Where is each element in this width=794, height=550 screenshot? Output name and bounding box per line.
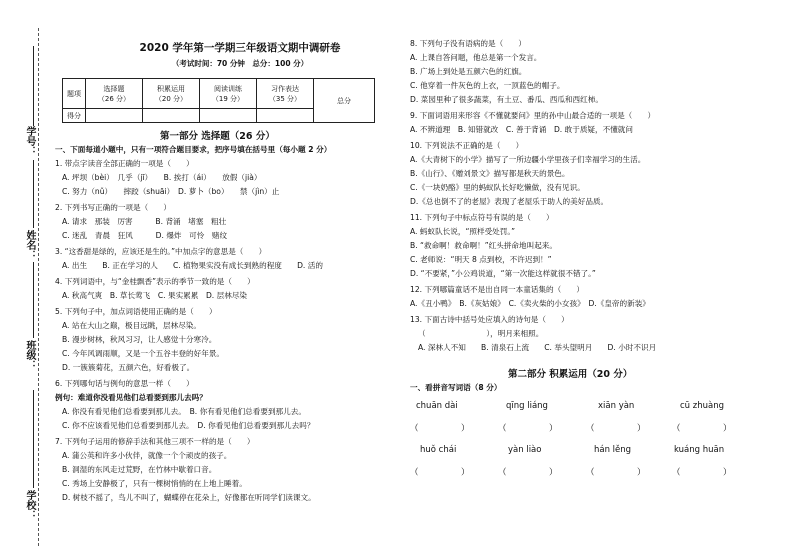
question-line: 11. 下列句子中标点符号有误的是（ ） — [410, 213, 554, 222]
question-option: B.《山行》、《赠刘景文》描写都是秋天的景色。 — [410, 169, 570, 178]
side-label-school: 学校： — [24, 490, 35, 520]
score-row-label: 得分 — [63, 109, 86, 123]
question-option: A. 出生 B. 正在学习的人 C. 植物果实没有成长到熟的程度 D. 活的 — [62, 261, 323, 270]
score-table-header: 选择题 （26 分） — [86, 79, 143, 109]
side-label-class: 班级： — [24, 340, 35, 370]
question-option: A. 请求 那装 厉害 B. 背涌 堵塞 粗壮 — [62, 217, 227, 226]
score-table-total: 总分 — [314, 79, 375, 123]
question-option: A. 上课自答问题，他总是第一个发言。 — [410, 53, 542, 62]
question-option: C. 你不应该看见他们总看要到那儿去。 D. 你看见他们总看要到那儿去吗？ — [62, 421, 315, 430]
question-option: B. 广场上到处是五颜六色的红旗。 — [410, 67, 527, 76]
question-line: 1. 带点字读音全部正确的一项是（ ） — [55, 159, 194, 168]
question-line: 7. 下列句子运用的修辞手法和其他三项不一样的是（ ） — [55, 437, 255, 446]
question-option: D. “不要紧，”小公鸡说道，“第一次能这样就很不错了。” — [410, 269, 596, 278]
question-option: D. 一簇簇菊花，五颜六色，好看极了。 — [62, 363, 195, 372]
question-line: 2. 下列书写正确的一项是（ ） — [55, 203, 171, 212]
score-cell[interactable] — [200, 109, 257, 123]
question-option: A. 站在大山之巅，极目远眺，层林尽染。 — [62, 321, 201, 330]
answer-box[interactable]: （ ） — [672, 424, 732, 434]
side-label-number: 学号： — [24, 126, 35, 156]
pinyin-prompt: hán lěng — [594, 445, 632, 455]
pinyin-prompt: chuān dài — [416, 401, 458, 411]
question-option: A. 蚂蚁队长说，“照样受处罚。” — [410, 227, 516, 236]
question-option: B. 漫步树林，秋风习习，让人感觉十分寒冷。 — [62, 335, 217, 344]
score-cell[interactable] — [143, 109, 200, 123]
score-table-header: 积累运用 （20 分） — [143, 79, 200, 109]
pinyin-instructions: 一、看拼音写词语（8 分） — [410, 383, 502, 392]
question-line: 8. 下列句子没有语病的是（ ） — [410, 39, 526, 48]
example-sentence: 例句：难道你没看见他们总看要到那儿去吗？ — [55, 393, 207, 402]
question-option: C. 他穿着一件灰色的上衣，一顶蓝色的帽子。 — [410, 81, 565, 90]
question-line: 10. 下列说法不正确的是（ ） — [410, 141, 524, 150]
question-option: B. 洞湿的东风走过荒野，在竹林中歇着口音。 — [62, 465, 217, 474]
school-field[interactable] — [33, 390, 34, 488]
question-option: A.《丑小鸭》 B.《灰姑娘》 C.《卖火柴的小女孩》 D.《皇帝的新装》 — [410, 299, 650, 308]
side-label-name: 姓名： — [24, 230, 35, 260]
question-option: A. 秋高气爽 B. 草长莺飞 C. 果实累累 D. 层林尽染 — [62, 291, 248, 300]
number-field[interactable] — [33, 46, 34, 126]
question-line: 5. 下列句子中，加点词语使用正确的是（ ） — [55, 307, 217, 316]
question-option: D.《总也倒不了的老屋》表现了老屋乐于助人的美好品质。 — [410, 197, 609, 206]
pinyin-prompt: cū zhuàng — [680, 401, 724, 411]
question-option: D. 菜园里种了很多蔬菜，有土豆、番瓜、西瓜和西红柿。 — [410, 95, 603, 104]
question-line: 6. 下列哪句话与例句的意思一样（ ） — [55, 379, 194, 388]
pinyin-prompt: yàn liào — [508, 445, 542, 455]
answer-box[interactable]: （ ） — [672, 468, 732, 478]
question-option: C. 秀场上安静极了，只有一棵树悄悄的在上地上睡着。 — [62, 479, 247, 488]
question-line: 12. 下列哪篇童话不是出自同一本童话集的（ ） — [410, 285, 584, 294]
class-field[interactable] — [33, 262, 34, 338]
question-option: C. 今年风调雨顺，又是一个五谷丰登的好年景。 — [62, 349, 225, 358]
pinyin-prompt: kuáng huān — [674, 445, 725, 455]
question-option: C. 努力（nǔ） 摔跤（shuāi） D. 萝卜（bo） 禁（jìn）止 — [62, 187, 280, 196]
question-line: 3. “这香甜是绿的，应该还是生的。”中加点字的意思是（ ） — [55, 247, 267, 256]
part2-heading: 第二部分 积累运用（20 分） — [508, 369, 633, 380]
name-field[interactable] — [33, 160, 34, 228]
binding-dashed-line — [38, 28, 39, 546]
answer-box[interactable]: （ ） — [498, 468, 558, 478]
score-cell[interactable] — [257, 109, 314, 123]
part1-heading: 第一部分 选择题（26 分） — [160, 131, 275, 142]
score-table-header: 习作表达 （35 分） — [257, 79, 314, 109]
answer-box[interactable]: （ ） — [410, 468, 470, 478]
pinyin-prompt: huǒ chái — [420, 445, 457, 455]
score-table — [62, 78, 375, 123]
question-option: A. 蒲公英和许多小伙伴，就像一个个顽皮的孩子。 — [62, 451, 232, 460]
question-option: A.《大青树下的小学》描写了一所边疆小学里孩子们幸福学习的生活。 — [410, 155, 646, 164]
question-option: A. 坪坝（bèi） 几乎（jī） B. 挨打（ái） 放假（jià） — [62, 173, 262, 182]
question-option: A. 深林人不知 B. 清泉石上流 C. 举头望明月 D. 小时不识月 — [418, 343, 657, 352]
score-table-header: 题项 — [63, 79, 86, 109]
question-option: B. “救命啊！救命啊！”红头拼命地叫起来。 — [410, 241, 557, 250]
question-line: 4. 下列词语中，与“金桂飘香”表示的季节一致的是（ ） — [55, 277, 255, 286]
exam-subtitle: （考试时间：70 分钟 总分：100 分） — [171, 59, 309, 68]
question-line: 13. 下面古诗中括号处应填入的诗句是（ ） — [410, 315, 569, 324]
question-option: C. 迷乱 青晨 狂风 D. 爆炸 可怜 赌纹 — [62, 231, 228, 240]
question-line: 9. 下面词语用来形容《不懂就要问》里的孙中山最合适的一项是（ ） — [410, 111, 656, 120]
question-option: A. 你没有看见他们总看要到那儿去。 B. 你有看见他们总看要到那儿去。 — [62, 407, 306, 416]
question-option: A. 不辨道理 B. 知错就改 C. 善于背诵 D. 敢于质疑，不懂就问 — [410, 125, 633, 134]
answer-box[interactable]: （ ） — [410, 424, 470, 434]
exam-title: 2020 学年第一学期三年级语文期中调研卷 — [139, 42, 341, 54]
question-option: C. 老师说：“明天 8 点到校，不许迟到！” — [410, 255, 552, 264]
answer-box[interactable]: （ ） — [498, 424, 558, 434]
part1-instructions: 一、下面每道小题中，只有一项符合题目要求，把序号填在括号里（每小题 2 分） — [55, 145, 332, 154]
answer-box[interactable]: （ ） — [586, 468, 646, 478]
question-option: C.《一块奶酪》里的蚂蚁队长好吃懒做，没有见识。 — [410, 183, 585, 192]
pinyin-prompt: qīng liáng — [506, 401, 548, 411]
question-option: D. 树枝不摇了，鸟儿不叫了，蝴蝶停在花朵上，好像都在听同学们读课文。 — [62, 493, 316, 502]
score-cell[interactable] — [86, 109, 143, 123]
poem-line: （ ），明月来相照。 — [418, 329, 544, 338]
score-table-header: 阅读训练 （19 分） — [200, 79, 257, 109]
pinyin-prompt: xiān yàn — [598, 401, 635, 411]
answer-box[interactable]: （ ） — [586, 424, 646, 434]
